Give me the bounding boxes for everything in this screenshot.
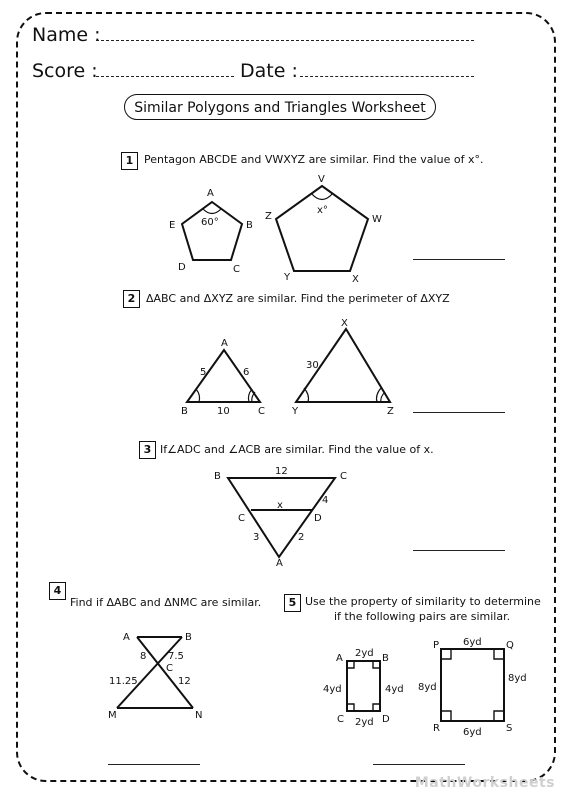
label-c-left: C bbox=[238, 513, 245, 524]
date-label: Date : bbox=[240, 60, 298, 82]
side-top: 6yd bbox=[463, 637, 482, 648]
name-label: Name : bbox=[32, 24, 101, 46]
label-x: X bbox=[341, 318, 348, 329]
angle-arc-z-2 bbox=[381, 392, 385, 402]
right-angle-marks-abcd bbox=[347, 661, 380, 711]
label-a: A bbox=[221, 338, 228, 349]
label-b: B bbox=[185, 632, 192, 643]
side-top: 2yd bbox=[355, 648, 374, 659]
question-1-text: Pentagon ABCDE and VWXYZ are similar. Find the value of x°. bbox=[144, 153, 484, 166]
label-y: Y bbox=[284, 272, 291, 283]
label-b: B bbox=[246, 220, 253, 231]
side-cn: 12 bbox=[178, 676, 191, 687]
label-c: C bbox=[166, 663, 173, 674]
side-xy: 30 bbox=[306, 360, 319, 371]
label-a: A bbox=[336, 653, 343, 664]
watermark-logo: MathWorksheets bbox=[414, 775, 555, 791]
side-cd: x bbox=[277, 500, 283, 511]
label-p: P bbox=[433, 640, 440, 651]
label-z: Z bbox=[387, 406, 394, 417]
pentagon-vwxyz bbox=[276, 186, 368, 271]
side-ab: 5 bbox=[200, 367, 207, 378]
question-2-number: 2 bbox=[123, 290, 140, 308]
question-3-number: 3 bbox=[139, 441, 156, 459]
question-5-text-line2: if the following pairs are similar. bbox=[334, 610, 511, 623]
question-2-text: ΔABC and ΔXYZ are similar. Find the perimeter of ΔXYZ bbox=[146, 292, 450, 305]
label-v: V bbox=[318, 174, 325, 185]
side-bc: 12 bbox=[275, 466, 288, 477]
side-bc: 7.5 bbox=[168, 651, 184, 662]
label-q: Q bbox=[506, 640, 514, 651]
side-bottom: 2yd bbox=[355, 717, 374, 728]
label-w: W bbox=[372, 214, 382, 225]
label-b: B bbox=[181, 406, 188, 417]
side-cm: 11.25 bbox=[109, 676, 138, 687]
pentagon-abcde bbox=[182, 202, 242, 260]
label-c: C bbox=[337, 714, 344, 725]
side-right: 4yd bbox=[385, 684, 404, 695]
label-e: E bbox=[169, 220, 176, 231]
angle-arc-a bbox=[203, 209, 221, 214]
side-ac: 6 bbox=[243, 367, 250, 378]
angle-arc-v bbox=[311, 193, 333, 200]
question-5-text-line1: Use the property of similarity to determine bbox=[305, 595, 541, 608]
side-bottom: 6yd bbox=[463, 727, 482, 738]
label-c-top: C bbox=[340, 471, 347, 482]
label-c: C bbox=[233, 264, 240, 275]
label-a: A bbox=[123, 632, 130, 643]
question-3-text: If∠ADC and ∠ACB are similar. Find the value of x. bbox=[160, 443, 434, 456]
angle-value-60: 60° bbox=[201, 217, 219, 228]
segment-an bbox=[137, 637, 193, 708]
label-x: X bbox=[352, 274, 359, 285]
label-d: D bbox=[178, 262, 186, 273]
side-left: 4yd bbox=[323, 684, 342, 695]
side-left: 8yd bbox=[418, 682, 437, 693]
side-bc: 10 bbox=[217, 406, 230, 417]
angle-arc-b bbox=[196, 389, 200, 402]
label-z: Z bbox=[265, 211, 272, 222]
side-da: 2 bbox=[298, 532, 305, 543]
label-b: B bbox=[382, 653, 389, 664]
question-4-number: 4 bbox=[49, 582, 66, 600]
question-1-number: 1 bbox=[121, 152, 138, 170]
label-s: S bbox=[506, 723, 513, 734]
label-r: R bbox=[433, 723, 440, 734]
right-angle-marks-pqrs bbox=[441, 649, 504, 721]
question-4-text: Find if ΔABC and ΔNMC are similar. bbox=[70, 596, 262, 609]
label-a: A bbox=[207, 188, 214, 199]
angle-value-x: x° bbox=[317, 205, 328, 216]
label-b: B bbox=[214, 471, 221, 482]
label-d: D bbox=[314, 513, 322, 524]
label-m: M bbox=[108, 710, 117, 721]
label-d: D bbox=[382, 714, 390, 725]
worksheet-title: Similar Polygons and Triangles Worksheet bbox=[124, 94, 436, 120]
side-right: 8yd bbox=[508, 673, 527, 684]
side-ca: 3 bbox=[253, 532, 260, 543]
side-dc: 4 bbox=[322, 495, 329, 506]
side-ac: 8 bbox=[140, 651, 147, 662]
label-a: A bbox=[276, 558, 283, 569]
label-y: Y bbox=[292, 406, 299, 417]
question-5-number: 5 bbox=[284, 594, 301, 612]
angle-arc-c-2 bbox=[252, 392, 255, 402]
score-label: Score : bbox=[32, 60, 98, 82]
label-n: N bbox=[195, 710, 203, 721]
label-c: C bbox=[258, 406, 265, 417]
rectangle-pqrs bbox=[441, 649, 504, 721]
